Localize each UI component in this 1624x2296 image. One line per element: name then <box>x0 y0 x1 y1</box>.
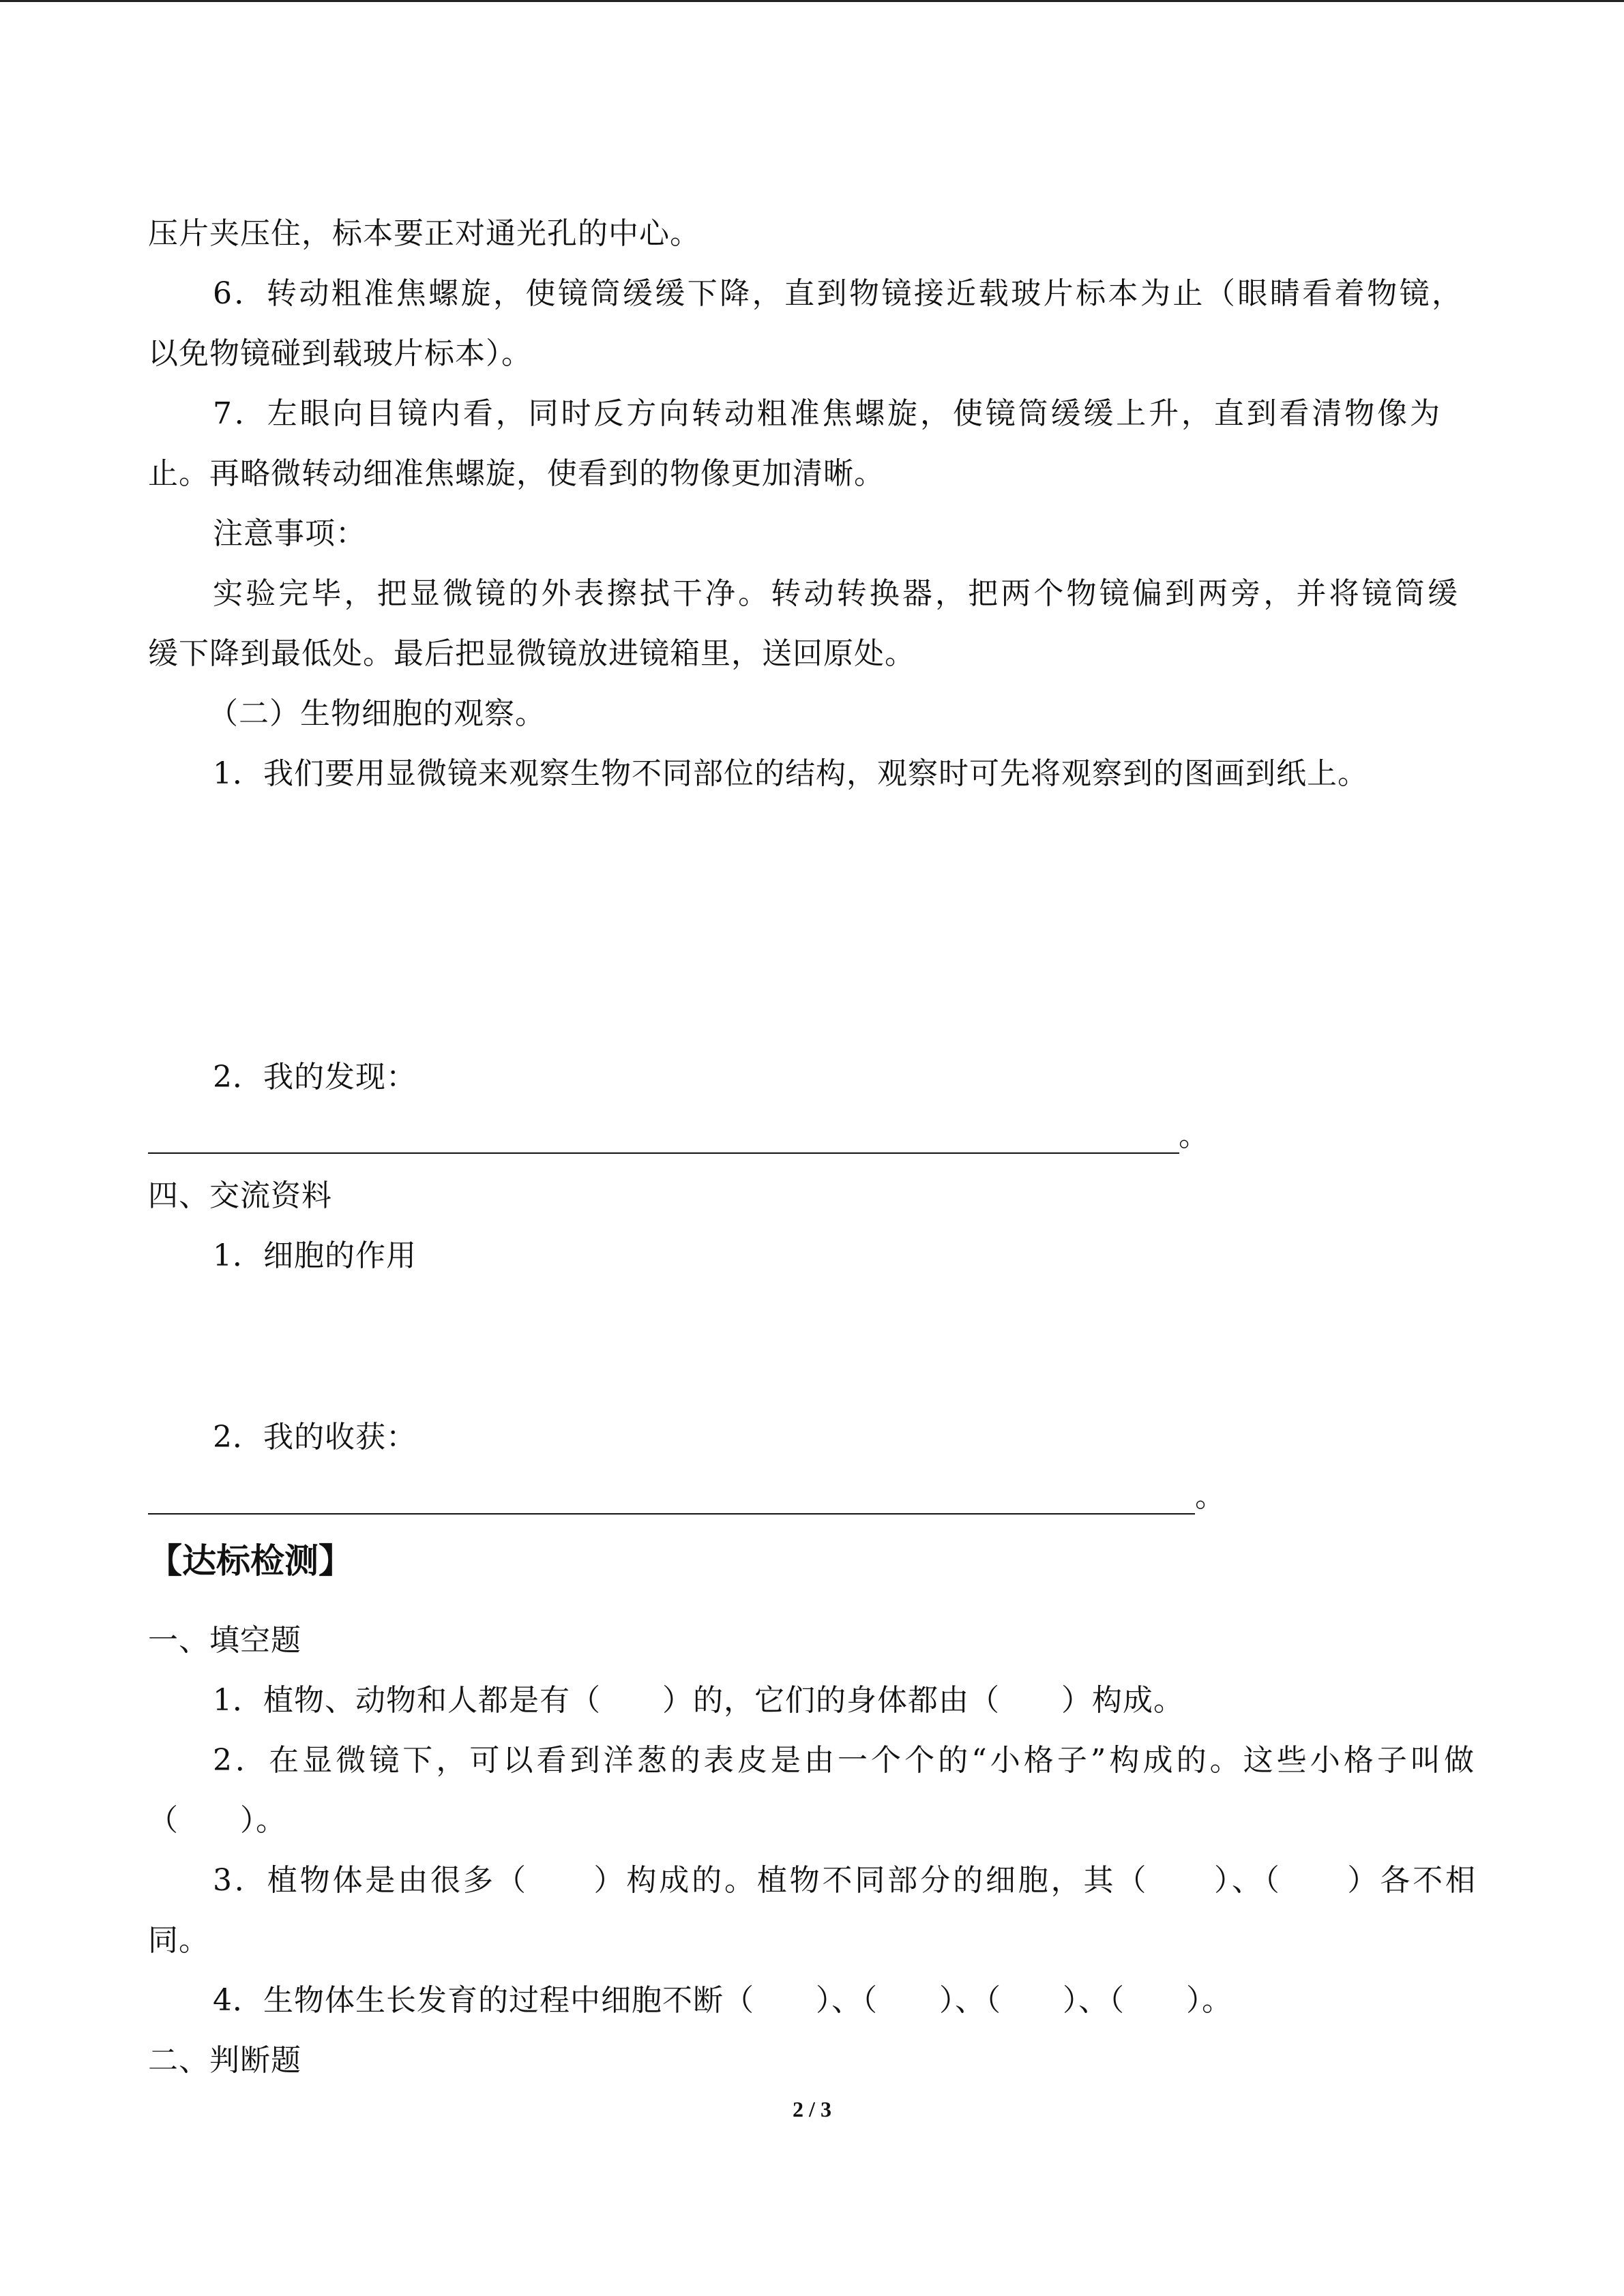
text-line: 1．细胞的作用 <box>213 1238 417 1273</box>
quiz-heading: 二、判断题 <box>148 2043 301 2078</box>
period: 。 <box>1179 1118 1209 1153</box>
text-line: 压片夹压住，标本要正对通光孔的中心。 <box>148 216 700 251</box>
text-line: 7．左眼向目镜内看，同时反方向转动粗准焦螺旋，使镜筒缓缓上升，直到看清物像为 <box>213 396 1441 431</box>
text-line: 6．转动粗准焦螺旋，使镜筒缓缓下降，直到物镜接近载玻片标本为止（眼睛看着物镜， <box>213 276 1462 311</box>
prompt-harvest: 2．我的收获： <box>213 1420 417 1455</box>
text-line: 止。再略微转动细准焦螺旋，使看到的物像更加清晰。 <box>148 456 885 491</box>
quiz-question: 同。 <box>148 1923 209 1958</box>
text-line: 1．我们要用显微镜来观察生物不同部位的结构，观察时可先将观察到的图画到纸上。 <box>213 756 1368 791</box>
top-border <box>0 0 1624 2</box>
answer-blank[interactable] <box>148 1152 1179 1154</box>
text-line: 以免物镜碰到载玻片标本）。 <box>148 336 532 371</box>
quiz-question: 3．植物体是由很多（ ）构成的。植物不同部分的细胞，其（ ）、（ ）各不相 <box>213 1863 1476 1898</box>
quiz-heading: 一、填空题 <box>148 1623 301 1658</box>
quiz-question: 4．生物体生长发育的过程中细胞不断（ ）、（ ）、（ ）、（ ）。 <box>213 1983 1232 2018</box>
answer-blank[interactable] <box>148 1513 1195 1515</box>
quiz-question: 1．植物、动物和人都是有（ ）的，它们的身体都由（ ）构成。 <box>213 1683 1184 1718</box>
text-line: 注意事项： <box>213 516 366 551</box>
text-line: 缓下降到最低处。最后把显微镜放进镜箱里，送回原处。 <box>148 636 915 671</box>
section-heading: 四、交流资料 <box>148 1178 332 1213</box>
subsection-title: （二）生物细胞的观察。 <box>208 696 546 731</box>
quiz-question: 2．在显微镜下，可以看到洋葱的表皮是由一个个的“小格子”构成的。这些小格子叫做 <box>213 1743 1475 1778</box>
prompt-discovery: 2．我的发现： <box>213 1060 417 1094</box>
period: 。 <box>1195 1479 1225 1514</box>
quiz-question: （ ）。 <box>148 1803 286 1838</box>
page-number: 2 / 3 <box>793 2097 831 2121</box>
section-title: 【达标检测】 <box>148 1540 353 1581</box>
text-line: 实验完毕，把显微镜的外表擦拭干净。转动转换器，把两个物镜偏到两旁，并将镜筒缓 <box>213 576 1458 611</box>
